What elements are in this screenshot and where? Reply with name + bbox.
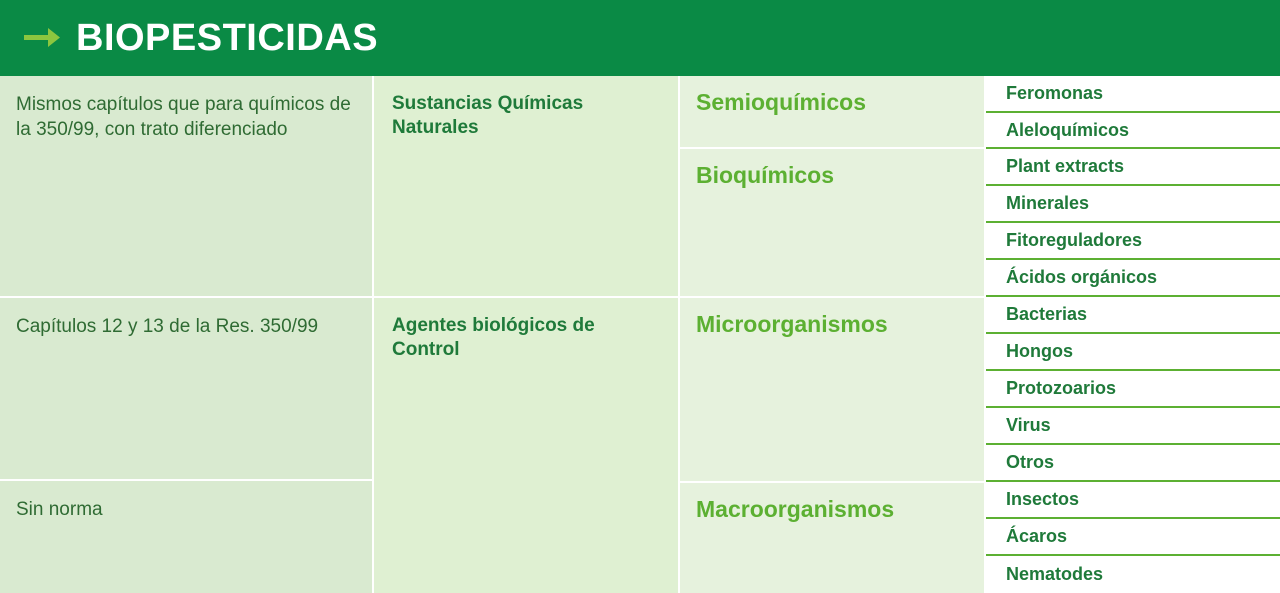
group-column — [680, 76, 986, 593]
item-row: Feromonas — [986, 76, 1280, 113]
category-column — [374, 76, 680, 593]
header-banner — [0, 0, 1280, 76]
item-row: Plant extracts — [986, 149, 1280, 186]
item-row: Ácaros — [986, 519, 1280, 556]
scope-cell: Capítulos 12 y 13 de la Res. 350/99 — [0, 298, 374, 481]
group-cell: Microorganismos — [680, 298, 986, 483]
item-row: Otros — [986, 445, 1280, 482]
item-row: Bacterias — [986, 297, 1280, 334]
item-row: Fitoreguladores — [986, 223, 1280, 260]
item-row: Ácidos orgánicos — [986, 260, 1280, 297]
item-row: Hongos — [986, 334, 1280, 371]
category-cell: Sustancias Químicas Naturales — [374, 76, 680, 298]
group-cell: Bioquímicos — [680, 149, 986, 298]
item-row: Minerales — [986, 186, 1280, 223]
category-cell: Agentes biológicos de Control — [374, 298, 680, 593]
scope-cell: Mismos capítulos que para químicos de la 350/99, con trato diferenciado — [0, 76, 374, 298]
content-grid — [0, 76, 1280, 593]
item-row: Protozoarios — [986, 371, 1280, 408]
item-row: Nematodes — [986, 556, 1280, 592]
page-title: BIOPESTICIDAS — [76, 16, 379, 59]
item-column — [986, 76, 1280, 593]
group-cell: Macroorganismos — [680, 483, 986, 593]
arrow-right-icon — [22, 18, 62, 58]
scope-column — [0, 76, 374, 593]
scope-cell: Sin norma — [0, 481, 374, 593]
item-row: Aleloquímicos — [986, 113, 1280, 149]
item-row: Insectos — [986, 482, 1280, 519]
item-row: Virus — [986, 408, 1280, 445]
group-cell: Semioquímicos — [680, 76, 986, 149]
